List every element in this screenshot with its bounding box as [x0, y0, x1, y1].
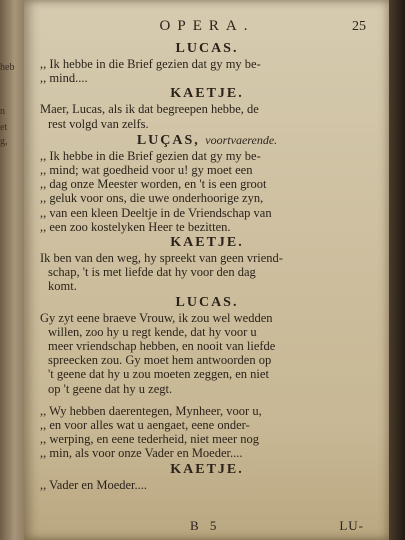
text-line: ,, van een kleen Deeltje in de Vriendschap van	[40, 205, 272, 220]
speaker-heading	[40, 86, 374, 102]
speaker-name: LUCAS.	[175, 294, 239, 310]
text-line: ,, werping, en eene tederheid, niet meer nog	[40, 432, 260, 447]
left-edge-text: heb	[0, 62, 15, 73]
text-line: op 't geene dat hy u zegt.	[48, 381, 173, 396]
text-line: ,, mind; wat goedheid voor u! gy moet een	[40, 163, 253, 178]
text-line: spreecken zou. Gy moet hem antwoorden op	[48, 353, 272, 368]
text-line: ,, Wy hebben daerentegen, Mynheer, voor u,	[40, 403, 262, 418]
text-line: komt.	[48, 279, 77, 294]
left-edge-text: et	[0, 122, 8, 133]
previous-page-edge	[0, 0, 26, 540]
left-edge-text: g,	[0, 136, 8, 147]
text-line: rest volgd van zelfs.	[48, 116, 149, 131]
text-line: ,, Ik hebbe in die Brief gezien dat gy my be-	[40, 148, 261, 163]
speaker-name: LUÇAS,	[136, 132, 200, 148]
text-line: ,, en voor alles wat u aengaet, eene onder-	[40, 418, 250, 433]
text-line: ,, Vader en Moeder....	[40, 477, 148, 492]
speaker-name: LUCAS.	[175, 41, 239, 56]
speaker-heading	[40, 295, 374, 311]
text-line: ,, geluk voor ons, die uwe onderhoorige zyn,	[40, 191, 264, 206]
stage-direction: voortvaerende.	[205, 132, 278, 147]
text-line: 't geene dat hy u zou moeten zeggen, en niet	[48, 367, 269, 382]
speaker-heading	[40, 41, 374, 57]
text-line: ,, Ik hebbe in die Brief gezien dat gy my be-	[40, 57, 261, 71]
speaker-heading	[40, 235, 374, 251]
book-spine-shadow	[389, 0, 405, 540]
text-line: meer vriendschap hebben, en nooit van liefde	[48, 339, 276, 354]
left-edge-text: n	[0, 106, 5, 117]
running-head	[40, 18, 374, 40]
signature-mark: B 5	[190, 518, 221, 533]
speaker-name: KAETJE.	[170, 461, 244, 477]
speaker-heading	[40, 462, 374, 478]
text-line: ,, dag onze Meester worden, en 't is een groot	[40, 177, 267, 192]
speaker-name: KAETJE.	[170, 235, 244, 251]
text-line: willen, zoo hy u regt kende, dat hy voor u	[48, 324, 257, 339]
page-content	[40, 18, 374, 533]
page-number: 25	[352, 19, 366, 34]
speaker-heading	[40, 132, 374, 149]
text-line: ,, mind....	[40, 71, 88, 86]
dialogue-blocks	[40, 41, 374, 492]
book-page	[24, 0, 390, 540]
text-line: Maer, Lucas, als ik dat begreepen hebbe, de	[40, 102, 259, 117]
running-title: OPERA.	[159, 18, 255, 34]
text-line: Ik ben van den weg, hy spreekt van geen vriend-	[40, 251, 283, 266]
text-line: Gy zyt eene braeve Vrouw, ik zou wel wedden	[40, 310, 273, 325]
speaker-name: KAETJE.	[170, 86, 244, 102]
text-line: ,, een zoo kostelyken Heer te bezitten.	[40, 219, 231, 234]
text-line: ,, min, als voor onze Vader en Moeder....	[40, 446, 243, 461]
catchword: LU-	[339, 518, 364, 533]
page-footer	[40, 518, 374, 534]
paragraph-gap	[40, 396, 374, 404]
text-line: schap, 't is met liefde dat hy voor den dag	[48, 265, 256, 280]
